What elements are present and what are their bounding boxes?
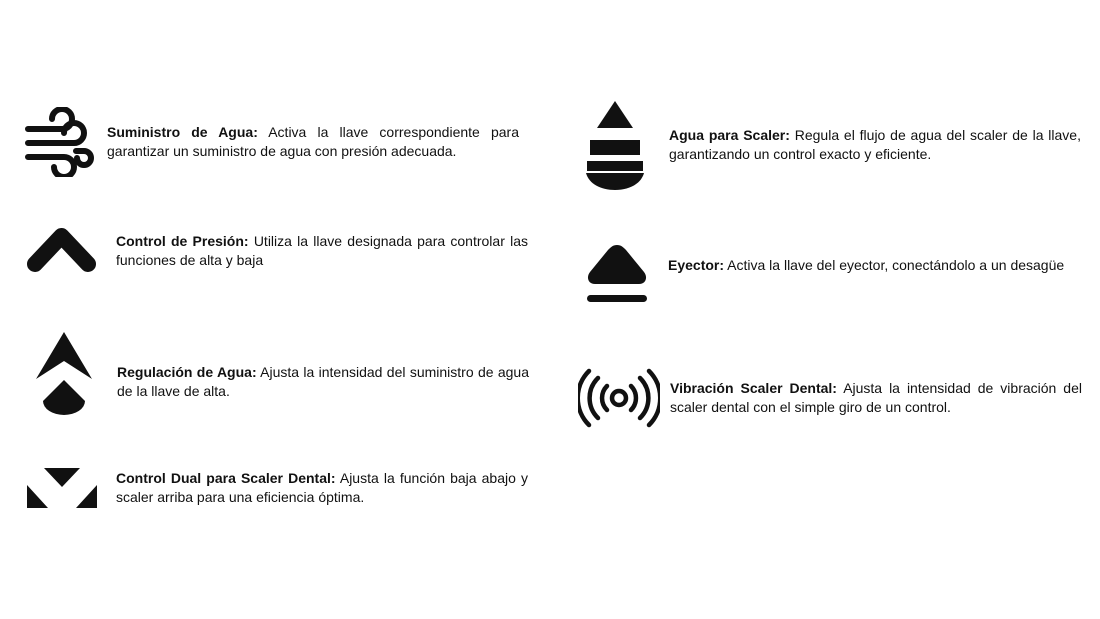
feature-title: Control de Presión: (116, 233, 249, 249)
striped-water-drop-icon (585, 100, 645, 192)
feature-title: Suministro de Agua: (107, 124, 258, 140)
feature-text (116, 232, 528, 270)
feature-title: Agua para Scaler: (669, 127, 790, 143)
feature-description: Utiliza la llave designada para controlar las funciones de alta y baja (116, 233, 528, 268)
feature-text (116, 469, 528, 507)
dual-triangle-icon (26, 467, 98, 509)
eject-icon (586, 242, 648, 306)
wind-icon (24, 107, 94, 177)
vibration-icon (578, 368, 660, 428)
arrow-drop-icon (34, 331, 94, 417)
feature-description: Activa la llave correspondiente para garantizar un suministro de agua con presión adecuada. (107, 124, 519, 159)
feature-description: Ajusta la intensidad del suministro de agua de la llave de alta. (117, 364, 529, 399)
feature-text (670, 379, 1082, 417)
feature-description: Ajusta la intensidad de vibración del scaler dental con el simple giro de un control. (670, 380, 1082, 415)
feature-description: Ajusta la función baja abajo y scaler arriba para una eficiencia óptima. (116, 470, 528, 505)
feature-description: Regula el flujo de agua del scaler de la llave, garantizando un control exacto y eficiente. (669, 127, 1081, 162)
feature-text (117, 363, 529, 401)
feature-title: Vibración Scaler Dental: (670, 380, 837, 396)
chevron-up-icon (27, 224, 96, 274)
feature-text (668, 256, 1080, 275)
feature-description: Activa la llave del eyector, conectándolo a un desagüe (727, 257, 1065, 273)
feature-title: Regulación de Agua: (117, 364, 257, 380)
feature-title: Control Dual para Scaler Dental: (116, 470, 336, 486)
feature-text (669, 126, 1081, 164)
feature-text (107, 123, 519, 161)
feature-title: Eyector: (668, 257, 725, 273)
